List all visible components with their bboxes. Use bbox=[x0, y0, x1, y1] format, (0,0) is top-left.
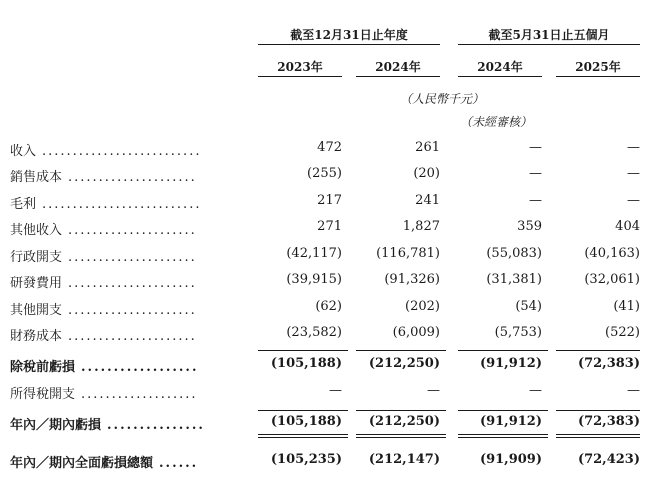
row-leader-dots: ..................... bbox=[68, 303, 197, 318]
row-label bbox=[10, 414, 248, 433]
table-cell: (255) bbox=[307, 166, 342, 181]
row-leader-dots: ..................... bbox=[68, 170, 197, 185]
table-cell: (41) bbox=[613, 299, 640, 314]
row-label-text: 收入 bbox=[10, 144, 37, 159]
table-cell: (72,383) bbox=[577, 356, 640, 371]
column-header-2024-period: 2024年 bbox=[477, 60, 523, 74]
table-cell: (91,909) bbox=[479, 452, 542, 467]
row-label bbox=[10, 140, 248, 159]
row-label bbox=[10, 193, 248, 212]
table-cell: (72,383) bbox=[577, 414, 640, 429]
table-cell: — bbox=[627, 383, 640, 398]
table-cell: (6,009) bbox=[392, 325, 440, 340]
table-cell: (20) bbox=[413, 166, 440, 181]
table-cell: (202) bbox=[405, 299, 440, 314]
double-rule-a2 bbox=[258, 437, 348, 438]
rule-above-loss-before-tax bbox=[258, 350, 348, 351]
rule-above-period-loss-3 bbox=[458, 410, 548, 411]
rule-above-period-loss bbox=[258, 410, 348, 411]
table-cell: (105,188) bbox=[270, 356, 342, 371]
column-rule-3 bbox=[458, 76, 542, 77]
table-cell: (212,250) bbox=[368, 356, 440, 371]
rule-above-period-loss-2 bbox=[356, 410, 446, 411]
row-label bbox=[10, 299, 248, 318]
table-cell: (42,117) bbox=[286, 246, 342, 261]
row-label bbox=[10, 325, 248, 344]
column-rule-2 bbox=[356, 76, 440, 77]
table-cell: 472 bbox=[317, 140, 342, 155]
row-label bbox=[10, 383, 248, 402]
row-label-text: 年內／期內全面虧損總額 bbox=[10, 456, 154, 471]
row-label-text: 行政開支 bbox=[10, 250, 63, 265]
double-rule-b1 bbox=[356, 434, 446, 435]
row-leader-dots: ...... bbox=[159, 456, 199, 471]
table-cell: — bbox=[329, 383, 342, 398]
table-cell: — bbox=[627, 140, 640, 155]
rule-above-loss-before-tax-3 bbox=[458, 350, 548, 351]
header-group-period: 截至5月31日止五個月 bbox=[488, 28, 610, 42]
rule-above-loss-before-tax-4 bbox=[556, 350, 640, 351]
row-label bbox=[10, 452, 248, 471]
table-cell: (23,582) bbox=[286, 325, 342, 340]
rule-above-loss-before-tax-2 bbox=[356, 350, 446, 351]
row-label-text: 研發費用 bbox=[10, 276, 63, 291]
row-leader-dots: ................... bbox=[81, 387, 198, 402]
double-rule-c1 bbox=[458, 434, 548, 435]
table-cell: (212,250) bbox=[368, 414, 440, 429]
table-cell: — bbox=[627, 193, 640, 208]
table-cell: — bbox=[427, 383, 440, 398]
table-cell: 217 bbox=[317, 193, 342, 208]
table-cell: (522) bbox=[605, 325, 640, 340]
row-leader-dots: ............... bbox=[107, 418, 205, 433]
row-leader-dots: .......................... bbox=[42, 144, 202, 159]
double-rule-d1 bbox=[556, 434, 640, 435]
row-label-text: 財務成本 bbox=[10, 329, 63, 344]
table-cell: 359 bbox=[517, 219, 542, 234]
table-cell: 1,827 bbox=[402, 219, 440, 234]
row-label-text: 其他收入 bbox=[10, 223, 63, 238]
header-group-period-rule bbox=[458, 44, 640, 45]
column-rule-1 bbox=[258, 76, 342, 77]
table-cell: (54) bbox=[515, 299, 542, 314]
row-label-text: 所得稅開支 bbox=[10, 387, 76, 402]
row-leader-dots: ..................... bbox=[68, 223, 197, 238]
row-label bbox=[10, 166, 248, 185]
row-label-text: 銷售成本 bbox=[10, 170, 63, 185]
table-cell: 261 bbox=[415, 140, 440, 155]
row-leader-dots: .................. bbox=[81, 360, 199, 375]
row-leader-dots: ..................... bbox=[68, 329, 197, 344]
table-cell: 241 bbox=[415, 193, 440, 208]
table-cell: (32,061) bbox=[584, 272, 640, 287]
table-cell: (91,326) bbox=[384, 272, 440, 287]
table-cell: — bbox=[529, 383, 542, 398]
table-cell: — bbox=[529, 166, 542, 181]
double-rule-d2 bbox=[556, 437, 640, 438]
table-cell: 404 bbox=[615, 219, 640, 234]
header-group-year: 截至12月31日止年度 bbox=[290, 28, 408, 42]
row-label-text: 除稅前虧損 bbox=[10, 360, 76, 375]
table-cell: (91,912) bbox=[479, 414, 542, 429]
column-rule-4 bbox=[556, 76, 640, 77]
table-cell: (91,912) bbox=[479, 356, 542, 371]
unit-note: （人民幣千元） bbox=[400, 92, 485, 106]
row-label-text: 毛利 bbox=[10, 197, 37, 212]
row-label bbox=[10, 272, 248, 291]
column-header-2023: 2023年 bbox=[277, 60, 323, 74]
double-rule-c2 bbox=[458, 437, 548, 438]
column-header-2024-year: 2024年 bbox=[375, 60, 421, 74]
table-cell: (39,915) bbox=[286, 272, 342, 287]
table-cell: 271 bbox=[317, 219, 342, 234]
double-rule-a1 bbox=[258, 434, 348, 435]
table-cell: — bbox=[529, 193, 542, 208]
table-cell: (40,163) bbox=[584, 246, 640, 261]
table-cell: (31,381) bbox=[486, 272, 542, 287]
table-cell: (5,753) bbox=[494, 325, 542, 340]
table-cell: (62) bbox=[315, 299, 342, 314]
row-label-text: 年內／期內虧損 bbox=[10, 418, 102, 433]
row-label bbox=[10, 219, 248, 238]
double-rule-b2 bbox=[356, 437, 446, 438]
row-label bbox=[10, 246, 248, 265]
table-cell: (72,423) bbox=[577, 452, 640, 467]
row-leader-dots: .......................... bbox=[42, 197, 202, 212]
header-group-year-rule bbox=[258, 44, 440, 45]
table-cell: (55,083) bbox=[486, 246, 542, 261]
row-label-text: 其他開支 bbox=[10, 303, 63, 318]
row-leader-dots: ..................... bbox=[68, 276, 197, 291]
table-cell: (116,781) bbox=[376, 246, 440, 261]
unaudited-note: （未經審核） bbox=[460, 115, 533, 129]
column-header-2025-period: 2025年 bbox=[575, 60, 621, 74]
row-label bbox=[10, 356, 248, 375]
table-cell: (105,235) bbox=[270, 452, 342, 467]
table-cell: — bbox=[627, 166, 640, 181]
row-leader-dots: ..................... bbox=[68, 250, 197, 265]
table-cell: (212,147) bbox=[368, 452, 440, 467]
rule-above-period-loss-4 bbox=[556, 410, 640, 411]
table-cell: — bbox=[529, 140, 542, 155]
table-cell: (105,188) bbox=[270, 414, 342, 429]
